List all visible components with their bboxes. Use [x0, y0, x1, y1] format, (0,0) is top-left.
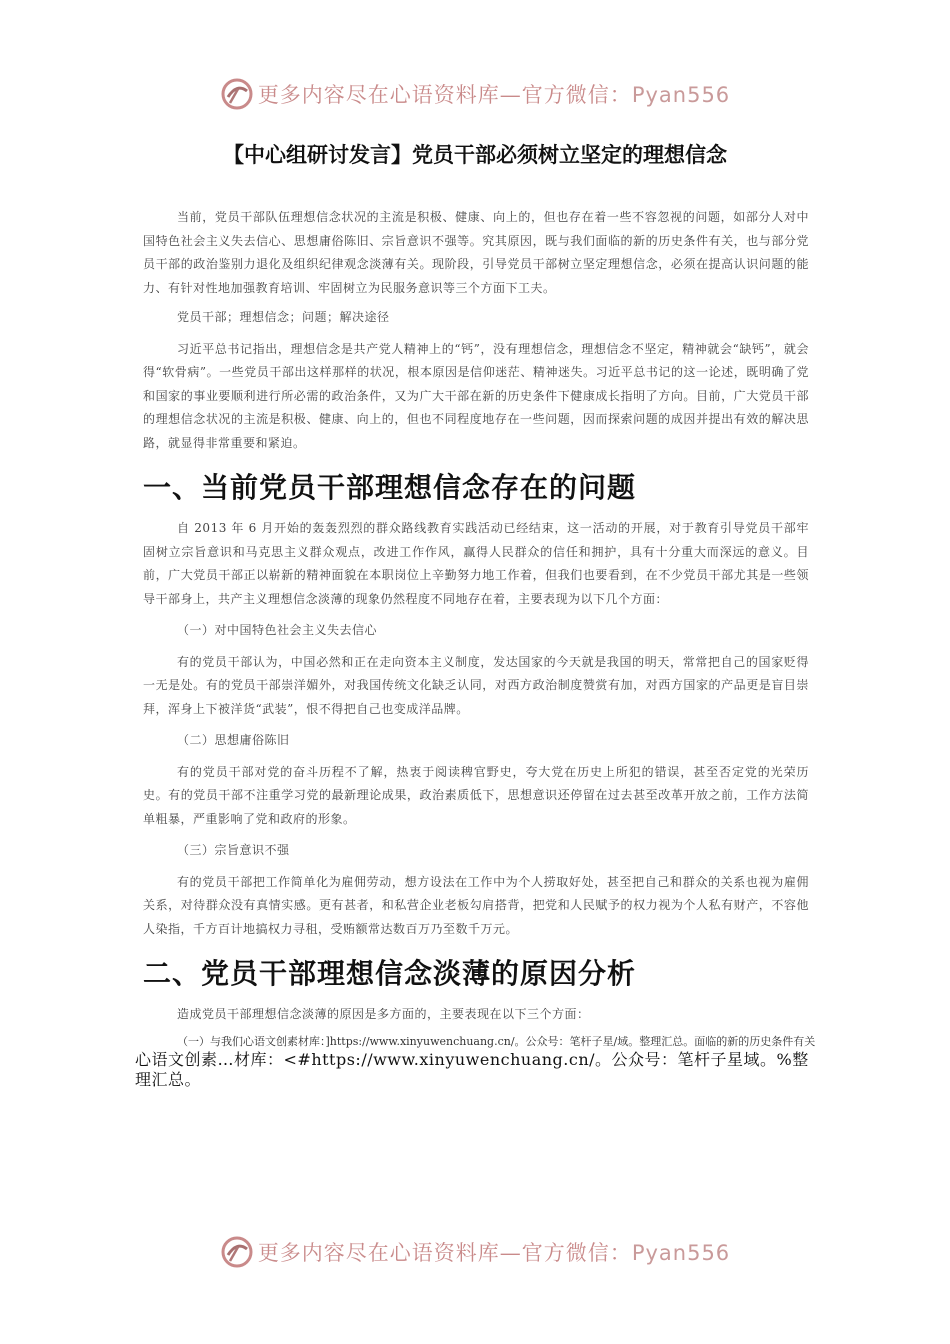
brand-logo-icon [220, 1235, 254, 1269]
section-2-subtitle-note: （一）与我们心语文创素材库：]https://www.xinyuwenchuang.cn/。公众号：笔杆子星/域。整理汇总。面临的新的历史条件有关 [177, 1034, 816, 1048]
footer-banner [0, 1232, 950, 1272]
keywords-line: 党员干部；理想信念；问题；解决途径 [177, 310, 390, 324]
document-title: 【中心组研讨发言】党员干部必须树立坚定的理想信念 [223, 143, 727, 167]
banner-text: 更多内容尽在心语资料库—官方微信： [257, 1241, 632, 1265]
document-body [135, 206, 816, 1090]
banner-text: 更多内容尽在心语资料库—官方微信： [257, 83, 632, 107]
brand-logo-icon [220, 77, 254, 111]
subsection-2-title: （二）思想庸俗陈旧 [177, 733, 290, 747]
subsection-3-title: （三）宗旨意识不强 [177, 843, 290, 857]
subsection-1-paragraph: 有的党员干部认为，中国必然和正在走向资本主义制度，发达国家的今天就是我国的明天，常常把自己的国家贬得一无是处。有的党员干部崇洋媚外，对我国传统文化缺乏认同，对西方政治制度赞赏有加，对西方国家的产品更是盲目崇拜，浑身上下被洋货“武装”，恨不得把自己也变成洋品牌。 [143, 654, 809, 716]
banner-wechat-id: Pyan556 [631, 1241, 731, 1265]
section-1-heading: 一、当前党员干部理想信念存在的问题 [143, 471, 637, 504]
subsection-1-title: （一）对中国特色社会主义失去信心 [177, 623, 378, 637]
subsection-3-paragraph: 有的党员干部把工作简单化为雇佣劳动，想方设法在工作中为个人捞取好处，甚至把自己和群众的关系也视为雇佣关系，对待群众没有真情实感。更有甚者，和私营企业老板勾肩搭背，把党和人民赋予的权力视为个人私有财产，不容他人染指，千方百计地搞权力寻租，受贿额常达数百万乃至数千万元。 [143, 874, 809, 936]
section-2-lead-paragraph: 造成党员干部理想信念淡薄的原因是多方面的，主要表现在以下三个方面： [177, 1007, 590, 1021]
intro-paragraph: 习近平总书记指出，理想信念是共产党人精神上的“钙”，没有理想信念，理想信念不坚定，精神就会“缺钙”，就会得“软骨病”。一些党员干部出这样那样的状况，根本原因是信仰迷茫、精神迷失。习近平总书记的这一论述，既明确了党和国家的事业要顺利进行所必需的政治条件，又为广大干部在新的历史条件下健康成长指明了方向。目前，广大党员干部的理想信念状况的主流是积极、健康、向上的，但也不同程度地存在一些问题，因而探索问题的成因并提出有效的解决思路，就显得非常重要和紧迫。 [143, 341, 809, 450]
header-banner [0, 74, 950, 114]
subsection-2-paragraph: 有的党员干部对党的奋斗历程不了解，热衷于阅读稗官野史，夸大党在历史上所犯的错误，甚至否定党的光荣历史。有的党员干部不注重学习党的最新理论成果，政治素质低下，思想意识还停留在过去甚至改革开放之前，工作方法简单粗暴，严重影响了党和政府的形象。 [143, 764, 809, 826]
section-2-heading: 二、党员干部理想信念淡薄的原因分析 [143, 957, 637, 990]
section-1-lead-paragraph: 自 2013 年 6 月开始的轰轰烈烈的群众路线教育实践活动已经结束，这一活动的开展，对于教育引导党员干部牢固树立宗旨意识和马克思主义群众观点，改进工作作风，赢得人民群众的信任和拥护，具有十分重大而深远的意义。目前，广大党员干部正以崭新的精神面貌在本职岗位上辛勤努力地工作着，但我们也要看到，在不少党员干部尤其是一些领导干部身上，共产主义理想信念淡薄的现象仍然程度不同地存在着，主要表现为以下几个方面： [143, 521, 809, 606]
abstract-paragraph: 当前，党员干部队伍理想信念状况的主流是积极、健康、向上的，但也存在着一些不容忽视的问题，如部分人对中国特色社会主义失去信心、思想庸俗陈旧、宗旨意识不强等。究其原因，既与我们面临的新的历史条件有关，也与部分党员干部的政治鉴别力退化及组织纪律观念淡薄有关。现阶段，引导党员干部树立坚定理想信念，必须在提高认识问题的能力、有针对性地加强教育培训、牢固树立为民服务意识等三个方面下工夫。 [143, 210, 809, 295]
banner-wechat-id: Pyan556 [631, 83, 731, 107]
source-footer-note: 心语文创素…材库：<#https://www.xinyuwenchuang.cn/。公众号：笔杆子星域。%整理汇总。 [135, 1049, 809, 1089]
